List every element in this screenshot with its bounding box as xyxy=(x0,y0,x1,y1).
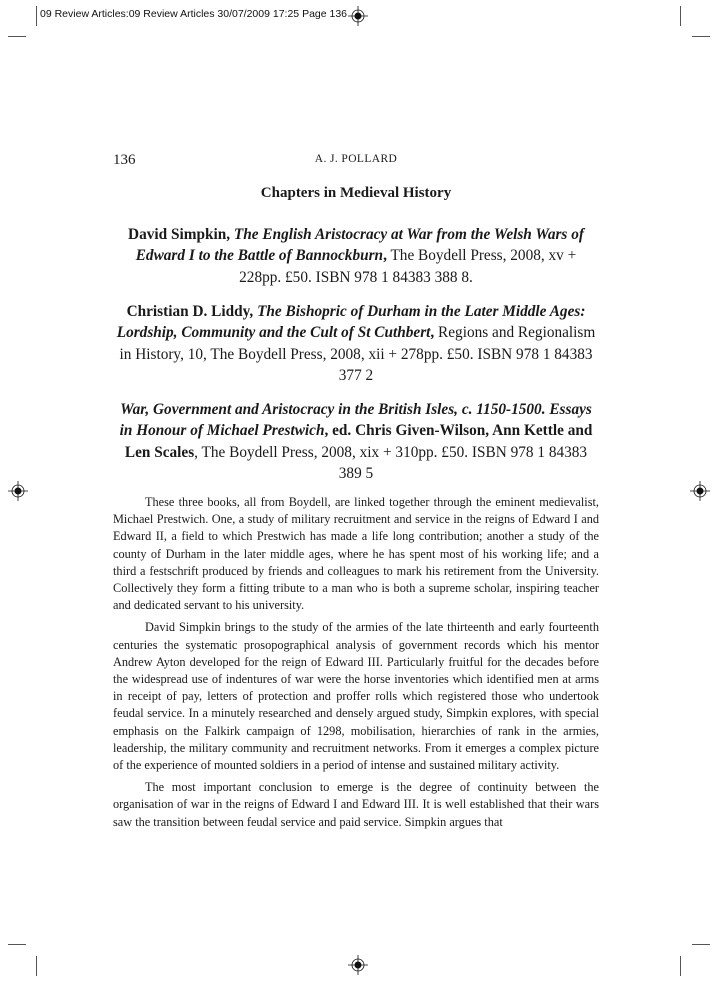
citation-details: Regions and Regionalism in History, 10, The Boydell Press, 2008, xii + 278pp. £50. ISBN 978 1 84383 377 2 xyxy=(119,324,596,384)
citation-title: The Bishopric of Durham in the Later Middle Ages: Lordship, Community and the Cult of St Cuthbert xyxy=(116,303,586,342)
crop-mark-top-left-horizontal xyxy=(8,36,26,37)
crop-mark-bottom-left-vertical xyxy=(36,956,37,976)
book-citation-2 xyxy=(113,301,599,386)
review-body xyxy=(113,494,599,836)
crop-mark-bottom-right-horizontal xyxy=(692,944,710,945)
citation-punct: , xyxy=(383,247,387,265)
crop-mark-bottom-right-vertical xyxy=(680,956,681,976)
citation-details: The Boydell Press, 2008, xv + 228pp. £50. ISBN 978 1 84383 388 8. xyxy=(239,247,577,286)
citation-author: Christian D. Liddy, xyxy=(126,303,254,320)
book-citation-1 xyxy=(113,224,599,288)
registration-mark-right-icon xyxy=(690,481,710,501)
citation-editors: , ed. Chris Given-Wilson, Ann Kettle and Len Scales xyxy=(124,422,593,461)
page-number: 136 xyxy=(113,152,136,168)
paragraph: These three books, all from Boydell, are linked together through the eminent medievalist, Michael Prestwich. One, a study of military recruitment and service in the reigns of Edward I and Edward II, a field to which Prestwich has made a life long contribution; another a study of the county of Durham in the later middle ages, where he has spent most of his working life; and a third a festschrift produced by friends and colleagues to mark his retirement from the University. Collectively they form a fitting tribute to a man who is both a supreme scholar, inspiring teacher and dedicated servant to his university. xyxy=(113,495,599,613)
crop-mark-top-right-vertical xyxy=(680,6,681,26)
citation-details: , The Boydell Press, 2008, xix + 310pp. £50. ISBN 978 1 84383 389 5 xyxy=(194,443,588,482)
registration-mark-bottom-icon xyxy=(348,955,368,975)
citation-title: War, Government and Aristocracy in the British Isles, c. 1150-1500. Essays in Honour of Michael Prestwich xyxy=(119,401,592,440)
section-title: Chapters in Medieval History xyxy=(260,185,452,201)
print-slug: 09 Review Articles:09 Review Articles 30/07/2009 17:25 Page 136 xyxy=(40,8,348,20)
crop-mark-bottom-left-horizontal xyxy=(8,944,26,945)
citation-author: David Simpkin, xyxy=(128,226,231,243)
paragraph: The most important conclusion to emerge is the degree of continuity between the organisation of war in the reigns of Edward I and Edward III. It is well established that their wars saw the transition between feudal service and paid service. Simpkin argues that xyxy=(113,780,599,829)
crop-mark-top-left-vertical xyxy=(36,6,37,26)
crop-mark-top-right-horizontal xyxy=(692,36,710,37)
page-header xyxy=(113,152,599,170)
registration-mark-top-icon xyxy=(348,6,368,26)
registration-mark-left-icon xyxy=(8,481,28,501)
paragraph: David Simpkin brings to the study of the armies of the late thirteenth and early fourteenth centuries the systematic prosopographical analysis of government records which his mentor Andrew Ayton developed for the reign of Edward III. Particularly fruitful for the decades before the widespread use of indentures of war were the horse inventories which identified men at arms in receipt of pay, letters of protection and proffer rolls which registered those who undertook feudal service. In a minutely researched and densely argued study, Simpkin explores, with special emphasis on the Falkirk campaign of 1298, mobilisation, hierarchies of rank in the armies, leadership, the military community and recruitment networks. From it emerges a complex picture of the experience of mounted soldiers in a period of intense and sustained military activity. xyxy=(113,620,599,773)
running-head: A. J. POLLARD xyxy=(314,153,398,165)
citation-title: The English Aristocracy at War from the Welsh Wars of Edward I to the Battle of Bannockburn xyxy=(135,226,584,265)
citation-punct: , xyxy=(430,324,435,342)
book-citation-3 xyxy=(113,399,599,484)
